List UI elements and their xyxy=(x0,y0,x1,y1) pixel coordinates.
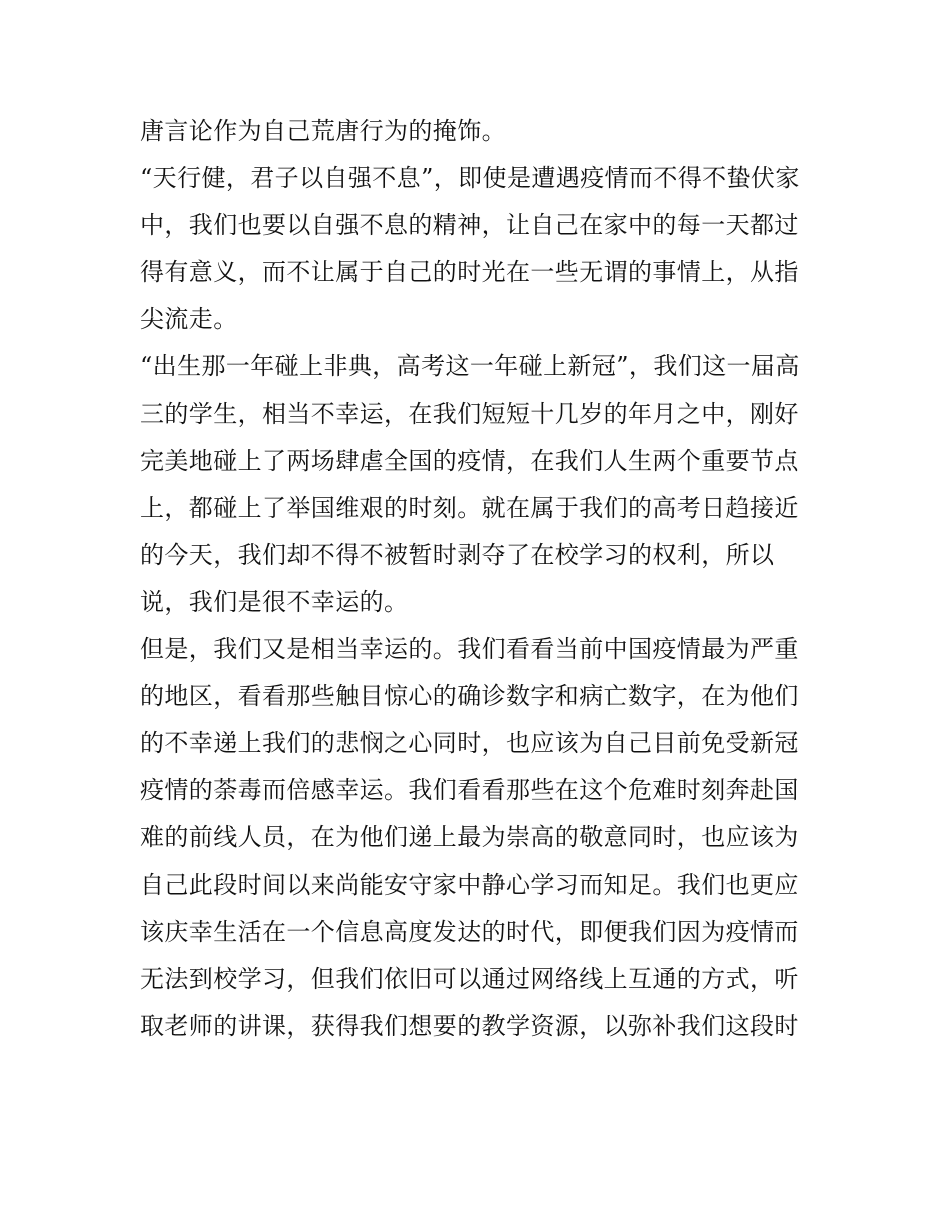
text-line: “天行健，君子以自强不息”，即使是遭遇疫情而不得不蛰伏家 xyxy=(140,164,800,193)
text-line: 尖流走。 xyxy=(140,305,238,334)
text-line: 的今天，我们却不得不被暂时剥夺了在校学习的权利，所以 xyxy=(140,540,775,569)
document-body xyxy=(140,108,820,1050)
text-line: 难的前线人员，在为他们递上最为崇高的敬意同时，也应该为 xyxy=(140,823,799,852)
text-line: 中，我们也要以自强不息的精神，让自己在家中的每一天都过 xyxy=(140,211,799,240)
text-line: 该庆幸生活在一个信息高度发达的时代，即便我们因为疫情而 xyxy=(140,917,799,946)
text-line: 取老师的讲课，获得我们想要的教学资源，以弥补我们这段时 xyxy=(140,1011,799,1040)
text-line: 三的学生，相当不幸运，在我们短短十几岁的年月之中，刚好 xyxy=(140,399,799,428)
text-line: 完美地碰上了两场肆虐全国的疫情，在我们人生两个重要节点 xyxy=(140,446,799,475)
text-line: 得有意义，而不让属于自己的时光在一些无谓的事情上，从指 xyxy=(140,258,799,287)
text-line: 但是，我们又是相当幸运的。我们看看当前中国疫情最为严重 xyxy=(140,635,799,664)
text-line: 上，都碰上了举国维艰的时刻。就在属于我们的高考日趋接近 xyxy=(140,493,799,522)
text-line: 的地区，看看那些触目惊心的确诊数字和病亡数字，在为他们 xyxy=(140,682,799,711)
text-line: 自己此段时间以来尚能安守家中静心学习而知足。我们也更应 xyxy=(140,870,799,899)
text-line: 唐言论作为自己荒唐行为的掩饰。 xyxy=(140,117,506,145)
text-line: 疫情的荼毒而倍感幸运。我们看看那些在这个危难时刻奔赴国 xyxy=(140,776,799,805)
text-line: “出生那一年碰上非典，高考这一年碰上新冠”，我们这一届高 xyxy=(140,352,800,381)
text-line: 的不幸递上我们的悲悯之心同时，也应该为自己目前免受新冠 xyxy=(140,729,799,758)
text-line: 无法到校学习，但我们依旧可以通过网络线上互通的方式，听 xyxy=(140,964,799,993)
text-line: 说，我们是很不幸运的。 xyxy=(140,587,409,616)
